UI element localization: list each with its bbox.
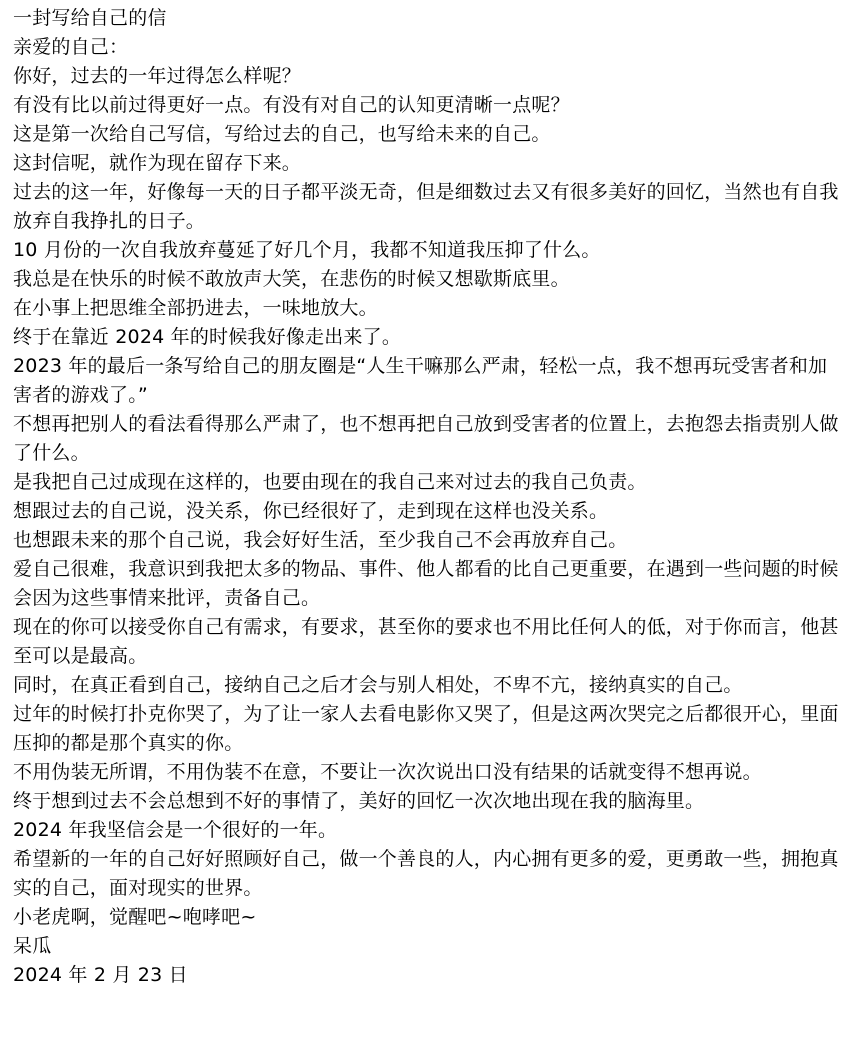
paragraph: 过年的时候打扑克你哭了，为了让一家人去看电影你又哭了，但是这两次哭完之后都很开心，里面压抑的都是那个真实的你。: [13, 703, 839, 754]
salutation: 亲爱的自己：: [13, 36, 129, 58]
signature: 呆瓜: [13, 935, 52, 957]
paragraph: 有没有比以前过得更好一点。有没有对自己的认知更清晰一点呢？: [13, 94, 570, 116]
paragraph: 终于在靠近 2024 年的时候我好像走出来了。: [13, 326, 402, 348]
paragraph: 我总是在快乐的时候不敢放声大笑，在悲伤的时候又想歇斯底里。: [13, 268, 570, 290]
paragraph: 是我把自己过成现在这样的，也要由现在的我自己来对过去的我自己负责。: [13, 471, 647, 493]
closing-line: 小老虎啊，觉醒吧~咆哮吧~: [13, 906, 257, 928]
letter-date: 2024 年 2 月 23 日: [13, 964, 188, 986]
paragraph: 想跟过去的自己说，没关系，你已经很好了，走到现在这样也没关系。: [13, 500, 609, 522]
paragraph: 也想跟未来的那个自己说，我会好好生活，至少我自己不会再放弃自己。: [13, 529, 628, 551]
paragraph: 在小事上把思维全部扔进去，一味地放大。: [13, 297, 378, 319]
letter-title: 一封写给自己的信: [13, 7, 167, 29]
paragraph: 你好，过去的一年过得怎么样呢？: [13, 65, 302, 87]
paragraph: 希望新的一年的自己好好照顾好自己，做一个善良的人，内心拥有更多的爱，更勇敢一些，拥抱真实的自己，面对现实的世界。: [13, 848, 839, 899]
paragraph: 现在的你可以接受你自己有需求，有要求，甚至你的要求也不用比任何人的低，对于你而言，他甚至可以是最高。: [13, 616, 839, 667]
paragraph: 过去的这一年，好像每一天的日子都平淡无奇，但是细数过去又有很多美好的回忆，当然也有自我放弃自我挣扎的日子。: [13, 181, 839, 232]
paragraph: 这是第一次给自己写信，写给过去的自己，也写给未来的自己。: [13, 123, 551, 145]
paragraph: 10 月份的一次自我放弃蔓延了好几个月，我都不知道我压抑了什么。: [13, 239, 601, 261]
paragraph: 爱自己很难，我意识到我把太多的物品、事件、他人都看的比自己更重要，在遇到一些问题的时候会因为这些事情来批评，责备自己。: [13, 558, 839, 609]
paragraph: 这封信呢，就作为现在留存下来。: [13, 152, 302, 174]
paragraph: 同时，在真正看到自己，接纳自己之后才会与别人相处，不卑不亢，接纳真实的自己。: [13, 674, 743, 696]
paragraph: 2024 年我坚信会是一个很好的一年。: [13, 819, 338, 841]
paragraph: 终于想到过去不会总想到不好的事情了，美好的回忆一次次地出现在我的脑海里。: [13, 790, 705, 812]
paragraph: 不想再把别人的看法看得那么严肃了，也不想再把自己放到受害者的位置上，去抱怨去指责别人做了什么。: [13, 413, 839, 464]
paragraph: 不用伪装无所谓，不用伪装不在意，不要让一次次说出口没有结果的话就变得不想再说。: [13, 761, 762, 783]
paragraph: 2023 年的最后一条写给自己的朋友圈是“人生干嘛那么严肃，轻松一点，我不想再玩受害者和加害者的游戏了。”: [13, 355, 828, 406]
